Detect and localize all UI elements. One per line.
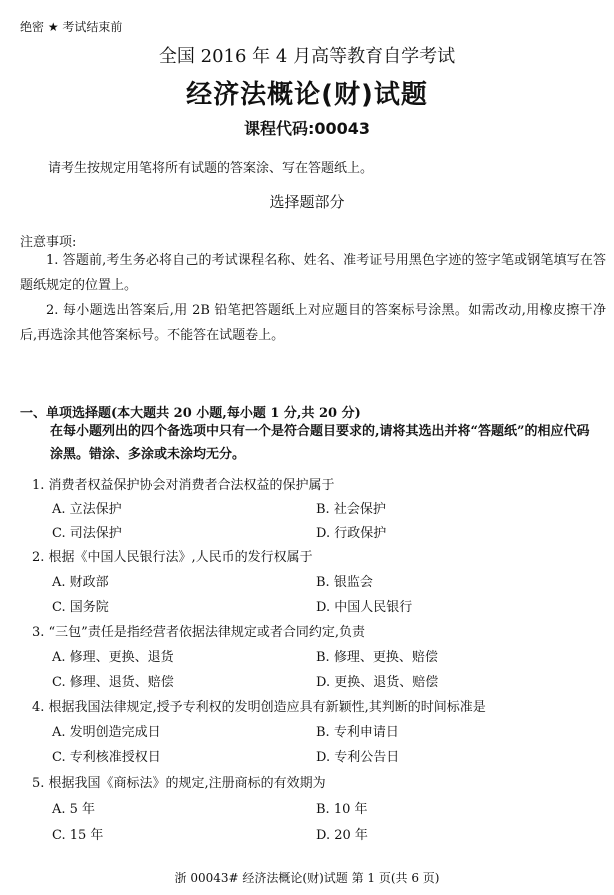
option-c: C. 司法保护 xyxy=(52,526,122,541)
option-d: D. 20 年 xyxy=(316,828,368,843)
option-c: C. 专利核准授权日 xyxy=(52,750,161,765)
secret-label: 绝密 ★ 考试结束前 xyxy=(20,20,123,34)
part-description: 在每小题列出的四个备选项中只有一个是符合题目要求的,请将其选出并将“答题纸”的相应代码涂黑。错涂、多涂或未涂均无分。 xyxy=(50,424,590,462)
question-stem: 5. 根据我国《商标法》的规定,注册商标的有效期为 xyxy=(32,776,326,791)
option-b: B. 修理、更换、赔偿 xyxy=(316,650,438,665)
attention-item-1: 1. 答题前,考生务必将自己的考试课程名称、姓名、准考证号用黑色字迹的签字笔或钢笔填写在答题纸规定的位置上。 xyxy=(20,253,606,293)
section-title: 选择题部分 xyxy=(269,193,345,211)
option-a: A. 修理、更换、退货 xyxy=(52,650,174,665)
option-a: A. 立法保护 xyxy=(52,502,122,517)
option-a: A. 财政部 xyxy=(52,575,109,590)
question-stem: 1. 消费者权益保护协会对消费者合法权益的保护属于 xyxy=(32,478,335,493)
attention-heading: 注意事项: xyxy=(20,235,77,250)
question-stem: 4. 根据我国法律规定,授予专利权的发明创造应具有新颖性,其判断的时间标准是 xyxy=(32,700,486,715)
option-b: B. 社会保护 xyxy=(316,502,386,517)
paper-title: 经济法概论(财)试题 xyxy=(186,80,428,110)
exam-title: 全国 2016 年 4 月高等教育自学考试 xyxy=(158,46,456,67)
option-a: A. 5 年 xyxy=(52,802,96,817)
option-d: D. 行政保护 xyxy=(316,526,387,541)
part-heading: 一、单项选择题(本大题共 20 小题,每小题 1 分,共 20 分) xyxy=(20,406,361,421)
option-a: A. 发明创造完成日 xyxy=(52,725,161,740)
option-b: B. 专利申请日 xyxy=(316,725,399,740)
option-c: C. 国务院 xyxy=(52,600,109,615)
option-b: B. 10 年 xyxy=(316,802,368,817)
page-footer: 浙 00043# 经济法概论(财)试题 第 1 页(共 6 页) xyxy=(174,871,440,885)
answer-notice: 请考生按规定用笔将所有试题的答案涂、写在答题纸上。 xyxy=(48,161,374,176)
question-stem: 2. 根据《中国人民银行法》,人民币的发行权属于 xyxy=(32,550,313,565)
course-code: 课程代码:00043 xyxy=(243,119,371,138)
option-d: D. 专利公告日 xyxy=(316,750,400,765)
option-d: D. 中国人民银行 xyxy=(316,600,413,615)
option-c: C. 修理、退货、赔偿 xyxy=(52,675,174,690)
option-b: B. 银监会 xyxy=(316,575,373,590)
option-d: D. 更换、退货、赔偿 xyxy=(316,675,439,690)
attention-item-2: 2. 每小题选出答案后,用 2B 铅笔把答题纸上对应题目的答案标号涂黑。如需改动,用橡皮擦干净后,再选涂其他答案标号。不能答在试题卷上。 xyxy=(20,303,606,343)
question-stem: 3. “三包”责任是指经营者依据法律规定或者合同约定,负责 xyxy=(32,625,365,640)
option-c: C. 15 年 xyxy=(52,828,104,843)
